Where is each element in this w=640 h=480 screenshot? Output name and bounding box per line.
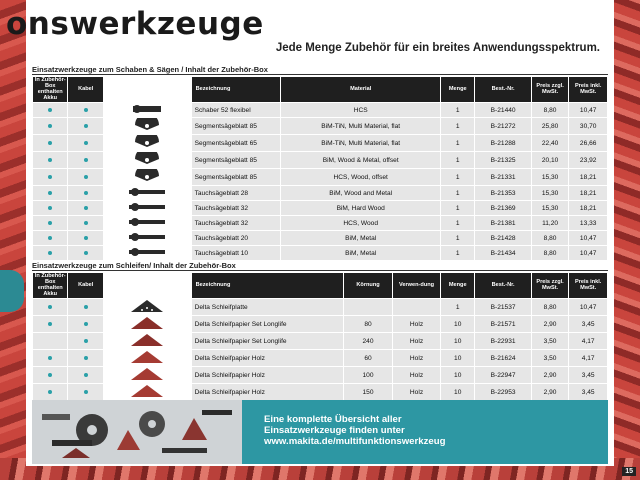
table-row xyxy=(33,201,607,215)
sanding-paper-longlife-icon xyxy=(127,333,167,347)
bezeichnung-cell: Delta Schleifpapier Set Longlife xyxy=(192,316,343,332)
bestnr-cell: B-21440 xyxy=(475,103,530,117)
kabel-cell xyxy=(68,231,102,245)
sanding-paper-wood-icon xyxy=(127,367,167,381)
included-dot-icon xyxy=(48,124,52,128)
preis-inkl-cell: 18,21 xyxy=(569,169,607,185)
kabel-cell xyxy=(68,299,102,315)
included-dot-icon xyxy=(48,356,52,360)
tool-image-cell xyxy=(104,103,191,117)
table-row xyxy=(33,384,607,400)
bestnr-cell: B-21369 xyxy=(475,201,530,215)
kabel-cell xyxy=(68,384,102,400)
bestnr-cell: B-21325 xyxy=(475,152,530,168)
bestnr-cell: B-21428 xyxy=(475,231,530,245)
page-subtitle: Jede Menge Zubehör für ein breites Anwendungsspektrum. xyxy=(275,42,600,54)
menge-cell: 10 xyxy=(441,350,474,366)
included-dot-icon xyxy=(84,390,88,394)
included-dot-icon xyxy=(48,158,52,162)
included-dot-icon xyxy=(84,158,88,162)
included-dot-icon xyxy=(48,251,52,255)
akku-cell xyxy=(33,186,67,200)
kabel-cell xyxy=(68,103,102,117)
included-dot-icon xyxy=(48,221,52,225)
preis-zzgl-cell: 8,80 xyxy=(532,103,569,117)
material-cell: BiM, Hard Wood xyxy=(281,201,440,215)
akku-cell xyxy=(33,367,67,383)
verwendung-cell: Holz xyxy=(393,333,440,349)
table-row xyxy=(33,350,607,366)
menge-cell: 10 xyxy=(441,384,474,400)
included-dot-icon xyxy=(84,124,88,128)
preis-zzgl-cell: 15,30 xyxy=(532,169,569,185)
verwendung-cell: Holz xyxy=(393,316,440,332)
bezeichnung-cell: Tauchsägeblatt 28 xyxy=(192,186,281,200)
table-row xyxy=(33,118,607,134)
included-dot-icon xyxy=(84,191,88,195)
included-dot-icon xyxy=(84,305,88,309)
header-verwendung: Verwen-dung xyxy=(393,273,440,298)
preis-zzgl-cell: 3,50 xyxy=(532,350,569,366)
menge-cell: 1 xyxy=(441,152,474,168)
header-material: Material xyxy=(281,77,440,102)
included-dot-icon xyxy=(48,236,52,240)
bestnr-cell: B-21537 xyxy=(475,299,530,315)
included-dot-icon xyxy=(84,236,88,240)
preis-zzgl-cell: 3,50 xyxy=(532,333,569,349)
tool-image-cell xyxy=(104,231,191,245)
bezeichnung-cell: Delta Schleifplatte xyxy=(192,299,343,315)
included-dot-icon xyxy=(84,251,88,255)
material-cell: HCS xyxy=(281,103,440,117)
akku-cell xyxy=(33,135,67,151)
table-row xyxy=(33,103,607,117)
banner-url-link[interactable]: www.makita.de/multifunktionswerkzeug xyxy=(264,436,446,447)
preis-inkl-cell: 10,47 xyxy=(569,103,607,117)
table-row xyxy=(33,299,607,315)
preis-inkl-cell: 3,45 xyxy=(569,316,607,332)
bezeichnung-cell: Delta Schleifpapier Holz xyxy=(192,350,343,366)
header-menge: Menge xyxy=(441,77,474,102)
menge-cell: 10 xyxy=(441,333,474,349)
header-menge: Menge xyxy=(441,273,474,298)
header-image xyxy=(104,273,191,298)
verwendung-cell xyxy=(393,299,440,315)
included-dot-icon xyxy=(48,191,52,195)
bezeichnung-cell: Schaber 52 flexibel xyxy=(192,103,281,117)
section-divider xyxy=(32,74,608,75)
header-bestnr: Best.-Nr. xyxy=(475,77,530,102)
included-dot-icon xyxy=(48,108,52,112)
menge-cell: 1 xyxy=(441,118,474,134)
menge-cell: 1 xyxy=(441,216,474,230)
bestnr-cell: B-21331 xyxy=(475,169,530,185)
tool-image-cell xyxy=(104,152,191,168)
preis-zzgl-cell: 2,90 xyxy=(532,367,569,383)
section-divider xyxy=(32,270,608,271)
tool-image-cell xyxy=(104,384,191,400)
koernung-cell: 80 xyxy=(344,316,392,332)
akku-cell xyxy=(33,103,67,117)
tool-image-cell xyxy=(104,186,191,200)
tool-image-cell xyxy=(104,367,191,383)
material-cell: BiM, Wood & Metal, offset xyxy=(281,152,440,168)
delta-sanding-plate-icon xyxy=(127,299,167,313)
table-row xyxy=(33,316,607,332)
bezeichnung-cell: Segmentsägeblatt 85 xyxy=(192,152,281,168)
bestnr-cell: B-21353 xyxy=(475,186,530,200)
akku-cell xyxy=(33,333,67,349)
preis-zzgl-cell: 2,90 xyxy=(532,384,569,400)
included-dot-icon xyxy=(48,141,52,145)
header-preis-inkl: Preis inkl. MwSt. xyxy=(569,77,607,102)
included-dot-icon xyxy=(48,305,52,309)
sanding-paper-longlife-icon xyxy=(127,316,167,330)
bezeichnung-cell: Tauchsägeblatt 20 xyxy=(192,231,281,245)
preis-inkl-cell: 3,45 xyxy=(569,384,607,400)
akku-cell xyxy=(33,246,67,260)
preis-zzgl-cell: 25,80 xyxy=(532,118,569,134)
sanding-paper-wood-icon xyxy=(127,350,167,364)
menge-cell: 1 xyxy=(441,169,474,185)
bestnr-cell: B-21434 xyxy=(475,246,530,260)
preis-inkl-cell: 18,21 xyxy=(569,186,607,200)
table-row xyxy=(33,246,607,260)
verwendung-cell: Holz xyxy=(393,367,440,383)
included-dot-icon xyxy=(84,108,88,112)
bestnr-cell: B-21571 xyxy=(475,316,530,332)
bezeichnung-cell: Segmentsägeblatt 85 xyxy=(192,169,281,185)
accessory-collage-icon xyxy=(32,400,242,464)
accessory-photo xyxy=(32,400,242,464)
tool-image-cell xyxy=(104,169,191,185)
koernung-cell: 60 xyxy=(344,350,392,366)
sanding-table xyxy=(32,272,608,401)
bestnr-cell: B-21381 xyxy=(475,216,530,230)
koernung-cell: 150 xyxy=(344,384,392,400)
segment-saw-blade-icon xyxy=(127,135,167,149)
kabel-cell xyxy=(68,350,102,366)
bestnr-cell: B-21624 xyxy=(475,350,530,366)
segment-saw-blade-icon xyxy=(127,118,167,132)
header-kabel: Kabel xyxy=(68,77,102,102)
menge-cell: 1 xyxy=(441,231,474,245)
plunge-saw-blade-icon xyxy=(127,217,167,227)
kabel-cell xyxy=(68,316,102,332)
material-cell: BiM-TiN, Multi Material, flat xyxy=(281,135,440,151)
header-bestnr: Best.-Nr. xyxy=(475,273,530,298)
bezeichnung-cell: Delta Schleifpapier Holz xyxy=(192,384,343,400)
menge-cell: 1 xyxy=(441,246,474,260)
preis-zzgl-cell: 8,80 xyxy=(532,299,569,315)
table-header-row xyxy=(33,273,607,298)
preis-zzgl-cell: 11,20 xyxy=(532,216,569,230)
koernung-cell xyxy=(344,299,392,315)
preis-zzgl-cell: 15,30 xyxy=(532,186,569,200)
preis-inkl-cell: 10,47 xyxy=(569,231,607,245)
banner-line-2: Einsatzwerkzeuge finden unter xyxy=(264,425,405,436)
table-row xyxy=(33,231,607,245)
menge-cell: 1 xyxy=(441,186,474,200)
page-number: 15 xyxy=(622,467,636,476)
bezeichnung-cell: Tauchsägeblatt 10 xyxy=(192,246,281,260)
tool-image-cell xyxy=(104,118,191,134)
menge-cell: 1 xyxy=(441,103,474,117)
kabel-cell xyxy=(68,246,102,260)
segment-saw-blade-icon xyxy=(127,152,167,166)
plunge-saw-blade-icon xyxy=(127,232,167,242)
kabel-cell xyxy=(68,186,102,200)
included-dot-icon xyxy=(84,221,88,225)
included-dot-icon xyxy=(48,175,52,179)
material-cell: BiM, Metal xyxy=(281,246,440,260)
header-bezeichnung: Bezeichnung xyxy=(192,77,281,102)
banner-line-1: Eine komplette Übersicht aller xyxy=(264,414,402,425)
header-akku: In Zubehör-Box enthalten Akku xyxy=(34,77,66,101)
included-dot-icon xyxy=(84,339,88,343)
akku-cell xyxy=(33,152,67,168)
sanding-paper-wood-icon xyxy=(127,384,167,398)
included-dot-icon xyxy=(48,322,52,326)
tool-image-cell xyxy=(104,201,191,215)
bezeichnung-cell: Tauchsägeblatt 32 xyxy=(192,216,281,230)
plunge-saw-blade-icon xyxy=(127,247,167,257)
menge-cell: 10 xyxy=(441,367,474,383)
preis-inkl-cell: 30,70 xyxy=(569,118,607,134)
akku-cell xyxy=(33,118,67,134)
bezeichnung-cell: Segmentsägeblatt 65 xyxy=(192,135,281,151)
tool-edge-photo xyxy=(0,270,24,312)
tool-image-cell xyxy=(104,246,191,260)
preis-inkl-cell: 10,47 xyxy=(569,246,607,260)
header-image xyxy=(104,77,191,102)
wood-background-left xyxy=(0,0,26,480)
sawing-table xyxy=(32,76,608,261)
included-dot-icon xyxy=(84,373,88,377)
tool-image-cell xyxy=(104,350,191,366)
included-dot-icon xyxy=(48,390,52,394)
preis-inkl-cell: 4,17 xyxy=(569,333,607,349)
akku-cell xyxy=(33,299,67,315)
verwendung-cell: Holz xyxy=(393,350,440,366)
kabel-cell xyxy=(68,201,102,215)
preis-inkl-cell: 10,47 xyxy=(569,299,607,315)
material-cell: HCS, Wood, offset xyxy=(281,169,440,185)
header-kabel: Kabel xyxy=(68,273,102,298)
kabel-cell xyxy=(68,152,102,168)
akku-cell xyxy=(33,216,67,230)
preis-zzgl-cell: 8,80 xyxy=(532,246,569,260)
kabel-cell xyxy=(68,135,102,151)
preis-inkl-cell: 4,17 xyxy=(569,350,607,366)
table-header-row xyxy=(33,77,607,102)
koernung-cell: 100 xyxy=(344,367,392,383)
included-dot-icon xyxy=(84,322,88,326)
preis-zzgl-cell: 8,80 xyxy=(532,231,569,245)
menge-cell: 1 xyxy=(441,135,474,151)
tool-image-cell xyxy=(104,316,191,332)
kabel-cell xyxy=(68,333,102,349)
catalog-page xyxy=(6,0,614,466)
info-banner xyxy=(32,400,608,464)
menge-cell: 10 xyxy=(441,316,474,332)
kabel-cell xyxy=(68,118,102,134)
tool-image-cell xyxy=(104,333,191,349)
header-bezeichnung: Bezeichnung xyxy=(192,273,343,298)
bezeichnung-cell: Delta Schleifpapier Set Longlife xyxy=(192,333,343,349)
preis-inkl-cell: 3,45 xyxy=(569,367,607,383)
kabel-cell xyxy=(68,367,102,383)
akku-cell xyxy=(33,350,67,366)
table-row xyxy=(33,152,607,168)
included-dot-icon xyxy=(84,141,88,145)
akku-cell xyxy=(33,231,67,245)
header-preis-zzgl: Preis zzgl. MwSt. xyxy=(532,273,569,298)
akku-cell xyxy=(33,201,67,215)
table-row xyxy=(33,367,607,383)
table-row xyxy=(33,333,607,349)
verwendung-cell: Holz xyxy=(393,384,440,400)
scraper-blade-icon xyxy=(127,103,167,115)
bestnr-cell: B-22953 xyxy=(475,384,530,400)
bezeichnung-cell: Segmentsägeblatt 85 xyxy=(192,118,281,134)
preis-zzgl-cell: 2,90 xyxy=(532,316,569,332)
bestnr-cell: B-22947 xyxy=(475,367,530,383)
preis-inkl-cell: 18,21 xyxy=(569,201,607,215)
header-akku: In Zubehör-Box enthalten Akku xyxy=(34,273,66,297)
table-row xyxy=(33,169,607,185)
menge-cell: 1 xyxy=(441,299,474,315)
preis-zzgl-cell: 22,40 xyxy=(532,135,569,151)
bestnr-cell: B-21288 xyxy=(475,135,530,151)
header-preis-zzgl: Preis zzgl. MwSt. xyxy=(532,77,569,102)
preis-inkl-cell: 13,33 xyxy=(569,216,607,230)
included-dot-icon xyxy=(48,206,52,210)
tool-image-cell xyxy=(104,216,191,230)
included-dot-icon xyxy=(84,356,88,360)
included-dot-icon xyxy=(84,175,88,179)
kabel-cell xyxy=(68,216,102,230)
page-title: onswerkzeuge xyxy=(6,6,264,42)
koernung-cell: 240 xyxy=(344,333,392,349)
included-dot-icon xyxy=(48,373,52,377)
section-title-sawing: Einsatzwerkzeuge zum Schaben & Sägen / Inhalt der Zubehör-Box xyxy=(32,65,268,74)
preis-inkl-cell: 23,92 xyxy=(569,152,607,168)
wood-background-right xyxy=(614,0,640,480)
tool-image-cell xyxy=(104,299,191,315)
preis-inkl-cell: 26,66 xyxy=(569,135,607,151)
table-row xyxy=(33,216,607,230)
header-preis-inkl: Preis inkl. MwSt. xyxy=(569,273,607,298)
preis-zzgl-cell: 15,30 xyxy=(532,201,569,215)
material-cell: BiM, Wood and Metal xyxy=(281,186,440,200)
tool-image-cell xyxy=(104,135,191,151)
preis-zzgl-cell: 20,10 xyxy=(532,152,569,168)
bestnr-cell: B-21272 xyxy=(475,118,530,134)
material-cell: HCS, Wood xyxy=(281,216,440,230)
material-cell: BiM, Metal xyxy=(281,231,440,245)
included-dot-icon xyxy=(84,206,88,210)
header-koernung: Körnung xyxy=(344,273,392,298)
section-title-sanding: Einsatzwerkzeuge zum Schleifen/ Inhalt der Zubehör-Box xyxy=(32,261,236,270)
table-row xyxy=(33,135,607,151)
table-row xyxy=(33,186,607,200)
plunge-saw-blade-icon xyxy=(127,187,167,197)
akku-cell xyxy=(33,384,67,400)
bestnr-cell: B-22931 xyxy=(475,333,530,349)
plunge-saw-blade-icon xyxy=(127,202,167,212)
akku-cell xyxy=(33,316,67,332)
kabel-cell xyxy=(68,169,102,185)
segment-saw-blade-icon xyxy=(127,169,167,183)
material-cell: BiM-TiN, Multi Material, flat xyxy=(281,118,440,134)
bezeichnung-cell: Delta Schleifpapier Holz xyxy=(192,367,343,383)
bezeichnung-cell: Tauchsägeblatt 32 xyxy=(192,201,281,215)
menge-cell: 1 xyxy=(441,201,474,215)
akku-cell xyxy=(33,169,67,185)
